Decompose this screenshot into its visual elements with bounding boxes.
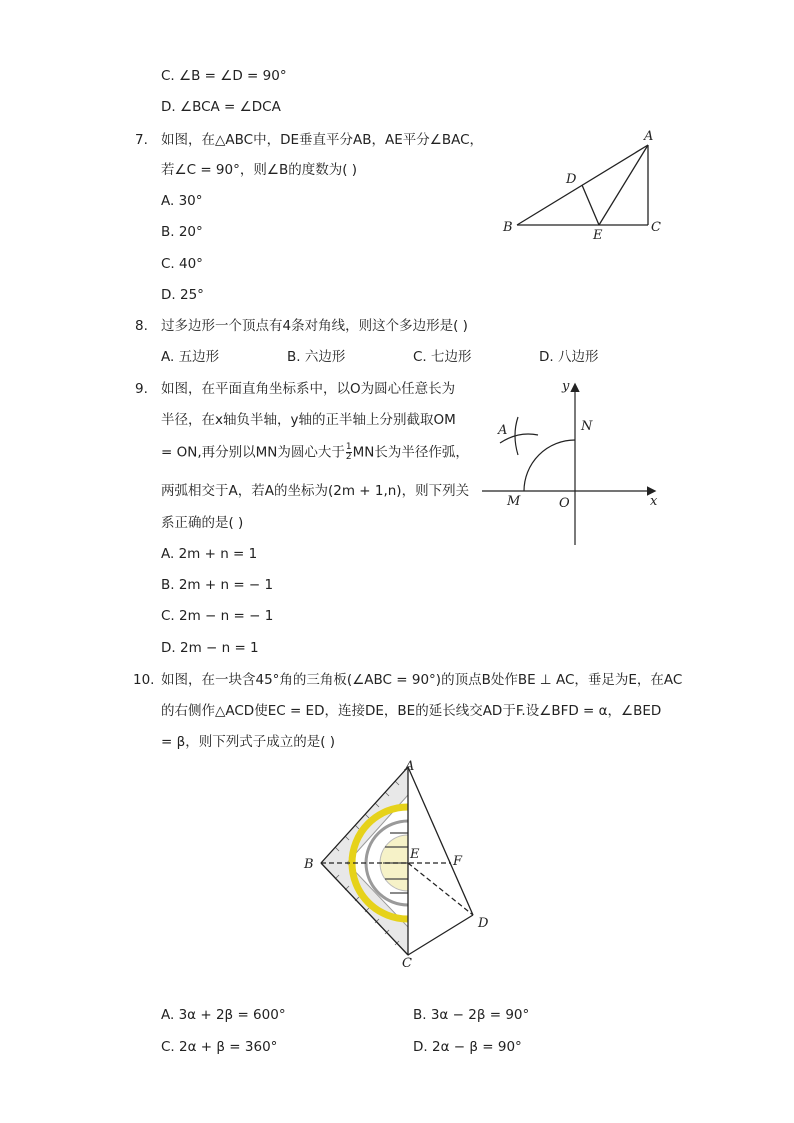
q8-stem: 过多边形一个顶点有4条对角线，则这个多边形是( ) (161, 318, 468, 334)
q7-option-c: C. 40° (161, 256, 203, 272)
q9-frac-den: 2 (345, 452, 352, 462)
q8-number: 8. (135, 318, 148, 334)
q9-label-y: y (562, 379, 570, 394)
q10-option-d: D. 2α − β = 90° (413, 1039, 522, 1055)
q10-label-c: C (402, 956, 412, 971)
q6-option-d: D. ∠BCA = ∠DCA (161, 99, 281, 115)
q10-option-a: A. 3α + 2β = 600° (161, 1007, 286, 1023)
q10-number: 10. (133, 672, 155, 688)
q10-option-c: C. 2α + β = 360° (161, 1039, 278, 1055)
q8-option-b: B. 六边形 (287, 349, 346, 365)
q9-stem-line3b: MN长为半径作弧， (352, 444, 469, 461)
q9-stem-line2: 半径，在x轴负半轴，y轴的正半轴上分别截取OM (161, 412, 456, 428)
q7-option-d: D. 25° (161, 287, 204, 303)
q9-fraction-half (346, 443, 352, 462)
q7-label-b: B (503, 220, 513, 235)
q9-option-b: B. 2m + n = − 1 (161, 577, 274, 593)
q10-stem-line2: 的右侧作△ACD使EC = ED，连接DE，BE的延长线交AD于F.设∠BFD = α，∠BED (161, 703, 662, 719)
q7-label-c: C (651, 220, 661, 235)
q9-label-o: O (559, 496, 570, 511)
q8-option-d: D. 八边形 (539, 349, 599, 365)
q10-label-d: D (478, 916, 489, 931)
q9-coordinate-figure (478, 375, 668, 550)
q9-stem-line4: 两弧相交于A，若A的坐标为(2m + 1,n)，则下列关 (161, 483, 470, 499)
q7-triangle-figure (495, 125, 670, 245)
q10-label-b: B (304, 857, 314, 872)
q9-label-n: N (581, 419, 593, 434)
q9-option-d: D. 2m − n = 1 (161, 640, 259, 656)
q7-stem-line2: 若∠C = 90°，则∠B的度数为( ) (161, 162, 358, 178)
q9-stem-line3 (161, 443, 469, 462)
q7-label-a: A (644, 129, 654, 144)
q10-label-a: A (405, 759, 415, 774)
q10-triangle-ruler-figure (295, 755, 505, 970)
q9-option-c: C. 2m − n = − 1 (161, 608, 274, 624)
q9-frac-num: 1 (345, 442, 352, 452)
q10-label-e: E (410, 847, 420, 862)
q7-label-e: E (593, 228, 603, 243)
q6-option-c: C. ∠B = ∠D = 90° (161, 68, 287, 84)
q10-option-b: B. 3α − 2β = 90° (413, 1007, 530, 1023)
q9-option-a: A. 2m + n = 1 (161, 546, 258, 562)
q9-number: 9. (135, 381, 148, 397)
q7-stem-line1: 如图，在△ABC中，DE垂直平分AB，AE平分∠BAC， (161, 132, 484, 148)
q7-number: 7. (135, 132, 148, 148)
q9-label-x: x (650, 494, 658, 509)
q10-label-f: F (453, 854, 463, 869)
q8-option-c: C. 七边形 (413, 349, 472, 365)
q7-label-d: D (566, 172, 577, 187)
q9-label-a: A (498, 423, 508, 438)
q9-stem-line5: 系正确的是( ) (161, 515, 244, 531)
q8-option-a: A. 五边形 (161, 349, 220, 365)
q9-stem-line3a: = ON,再分别以MN为圆心大于 (161, 444, 345, 461)
q9-label-m: M (507, 494, 521, 509)
q7-option-b: B. 20° (161, 224, 203, 240)
q7-option-a: A. 30° (161, 193, 203, 209)
q10-stem-line1: 如图，在一块含45°角的三角板(∠ABC = 90°)的顶点B处作BE ⊥ AC，垂足为E，在AC (161, 672, 683, 688)
q10-stem-line3: = β，则下列式子成立的是( ) (161, 734, 336, 750)
q9-stem-line1: 如图，在平面直角坐标系中，以O为圆心任意长为 (161, 381, 456, 397)
